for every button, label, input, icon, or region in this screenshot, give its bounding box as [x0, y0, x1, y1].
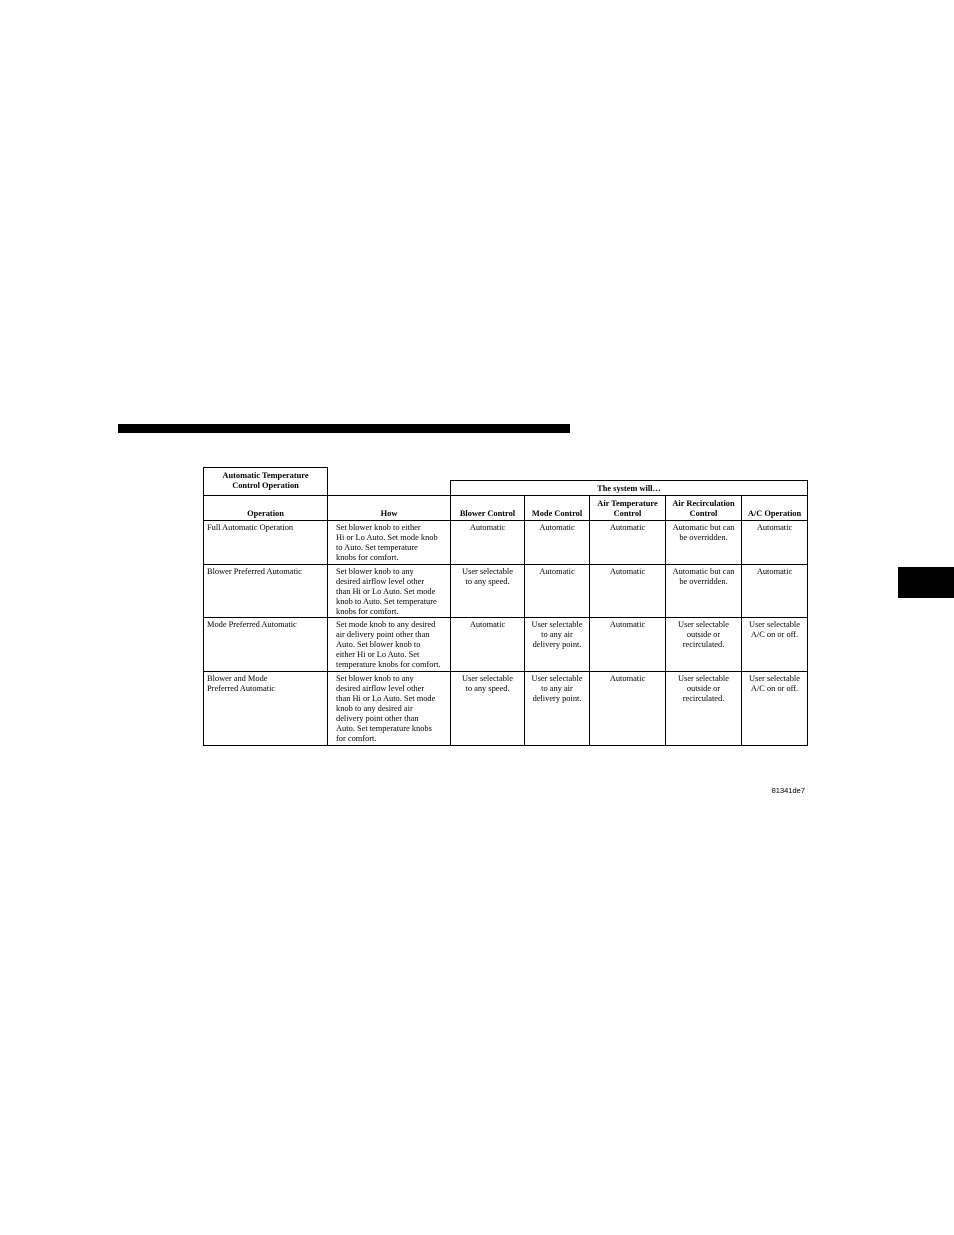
col-header-mode-control: Mode Control: [531, 509, 583, 518]
row-operation: Blower Preferred Automatic: [207, 567, 302, 576]
row-ac: Automatic: [756, 523, 793, 532]
row-temp: Automatic: [609, 567, 646, 576]
row-ac: Automatic: [756, 567, 793, 576]
table-line: [203, 745, 808, 746]
row-ac: User selectable A/C on or off.: [749, 620, 800, 639]
table-line: [203, 671, 808, 672]
row-how: Set mode knob to any desired air delivery point other than Auto. Set blower knob to either Hi or Lo Auto. Set temperature knobs for comfort.: [336, 620, 441, 669]
col-header-ac-operation: A/C Operation: [747, 509, 802, 518]
table-line: [450, 480, 808, 481]
col-header-how: How: [380, 509, 398, 518]
row-blower: User selectable to any speed.: [462, 567, 513, 586]
row-blower: User selectable to any speed.: [462, 674, 513, 693]
row-temp: Automatic: [609, 674, 646, 683]
row-operation: Blower and Mode Preferred Automatic: [207, 674, 276, 693]
figure-id: 81341de7: [771, 786, 805, 795]
row-how: Set blower knob to any desired airflow level other than Hi or Lo Auto. Set mode knob to Auto. Set temperature knobs for comfort.: [336, 567, 437, 616]
table-title: Automatic Temperature Control Operation: [222, 471, 309, 490]
chapter-tab: [898, 567, 954, 598]
row-mode: User selectable to any air delivery point.: [531, 620, 583, 649]
col-header-operation: Operation: [247, 509, 284, 518]
row-recirc: User selectable outside or recirculated.: [678, 620, 729, 649]
group-header: The system will…: [597, 484, 661, 493]
table-line: [450, 480, 451, 746]
row-ac: User selectable A/C on or off.: [749, 674, 800, 693]
row-recirc: Automatic but can be overridden.: [672, 523, 735, 542]
row-how: Set blower knob to either Hi or Lo Auto. Set mode knob to Auto. Set temperature knobs for comfort.: [336, 523, 438, 562]
row-temp: Automatic: [609, 523, 646, 532]
col-header-air-temperature: Air Temperature Control: [597, 499, 658, 518]
table-line: [203, 520, 808, 521]
row-mode: Automatic: [539, 567, 575, 576]
row-blower: Automatic: [469, 523, 506, 532]
row-mode: Automatic: [539, 523, 575, 532]
row-recirc: User selectable outside or recirculated.: [678, 674, 729, 703]
table-line: [203, 564, 808, 565]
table-line: [203, 617, 808, 618]
table-line: [203, 467, 328, 468]
row-blower: Automatic: [469, 620, 506, 629]
table-line: [807, 480, 808, 746]
section-rule: [118, 424, 570, 433]
row-mode: User selectable to any air delivery point.: [531, 674, 583, 703]
col-header-air-recirculation: Air Recirculation Control: [672, 499, 735, 518]
row-temp: Automatic: [609, 620, 646, 629]
row-how: Set blower knob to any desired airflow level other than Hi or Lo Auto. Set mode knob to any desired air delivery point other than Auto. Set temperature knobs for comfort.: [336, 674, 436, 743]
row-operation: Mode Preferred Automatic: [207, 620, 297, 629]
col-header-blower-control: Blower Control: [459, 509, 516, 518]
row-recirc: Automatic but can be overridden.: [672, 567, 735, 586]
row-operation: Full Automatic Operation: [207, 523, 294, 532]
table-line: [203, 495, 808, 496]
